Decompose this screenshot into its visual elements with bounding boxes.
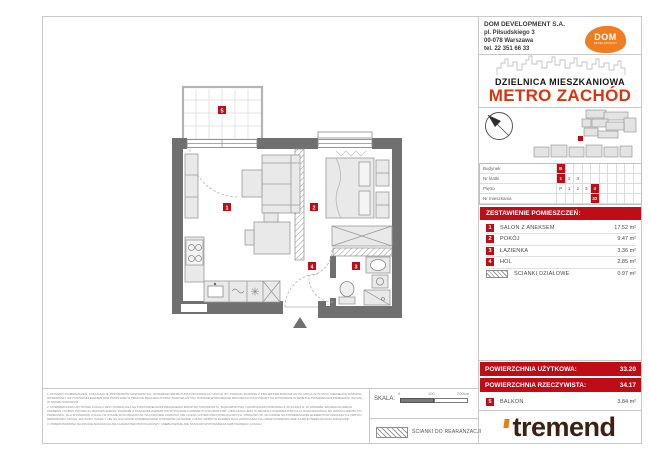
washing-machine <box>372 275 388 288</box>
label-lazienka <box>352 262 360 270</box>
row-label-mieszkanie: Nr mieszkania <box>480 194 556 204</box>
label-balkon <box>218 106 226 114</box>
scale-tick-100: 100 <box>428 391 435 396</box>
label-pokoj <box>310 203 318 211</box>
label-salon <box>223 203 231 211</box>
location-marker <box>578 136 583 141</box>
row-label-klatka: Nr klatki <box>480 174 556 184</box>
svg-text:5: 5 <box>220 108 224 115</box>
label-hol <box>308 262 316 270</box>
cell-budynek: B <box>556 164 565 174</box>
actual-area-label: POWIERZCHNIA RZECZYWISTA: <box>485 381 587 389</box>
room-number: 4 <box>486 258 494 266</box>
cell-klatka-1: 1 <box>556 174 565 184</box>
room-row-partitions <box>486 268 636 279</box>
company-address <box>484 21 565 53</box>
usable-area-bar <box>480 362 641 376</box>
balcony-door <box>187 140 257 148</box>
bedroom-window <box>318 132 372 156</box>
room-row-lazienka <box>486 245 636 257</box>
curtain-mark <box>336 151 366 156</box>
cell-pietro-4: 4 <box>590 184 599 194</box>
actual-area-bar <box>480 378 641 392</box>
room-name: HOL <box>500 259 512 265</box>
company-city: 00-078 Warszawa <box>484 38 534 44</box>
room-area: 0.97 m² <box>617 270 636 277</box>
skyline-graphic <box>497 56 625 75</box>
room-number: 3 <box>486 247 494 255</box>
nightstands <box>376 160 389 218</box>
site-plan-lower <box>534 145 632 157</box>
usable-area-value: 33.20 <box>619 365 636 373</box>
room-row-pokoj <box>486 234 636 246</box>
rearrangeable-walls-label: ŚCIANKI DO REARANŻACJI <box>412 429 482 435</box>
dining-table <box>245 213 290 254</box>
svg-text:3: 3 <box>354 264 358 271</box>
entrance-arrow-icon <box>293 317 307 328</box>
room-area: 3.84 m² <box>617 398 636 405</box>
row-label-pietro: Piętro <box>480 184 556 194</box>
room-number: 2 <box>486 235 494 243</box>
svg-text:4: 4 <box>310 264 314 271</box>
room-name: POKÓJ <box>500 236 520 242</box>
tremend-wordmark: tremend <box>512 412 616 442</box>
disclaimer-text <box>47 392 363 427</box>
actual-area-value: 34.17 <box>619 381 636 389</box>
location-table: Budynek B Nr klatki 1 2 3 Piętro P 1 2 3 4 Nr mieszkania 32 <box>479 163 642 205</box>
scale-label: SKALA: <box>374 396 396 402</box>
row-label-budynek: Budynek <box>480 164 556 174</box>
dom-development-logo <box>585 26 626 53</box>
room-row-hol <box>486 257 636 269</box>
room-row-salon <box>486 222 636 234</box>
rooms-title: ZESTAWIENIE POMIESZCZEŃ: <box>480 207 641 220</box>
company-name: DOM DEVELOPMENT S.A. <box>484 21 565 28</box>
sofa <box>262 155 300 213</box>
rearrangeable-walls-swatch-icon <box>376 427 408 438</box>
site-plan-upper <box>582 110 636 138</box>
room-number: 5 <box>486 398 494 406</box>
room-name: SALON Z ANEKSEM <box>500 224 555 231</box>
dom-logo-text: DOM <box>594 32 617 42</box>
room-area: 3.36 m² <box>617 247 636 254</box>
balcony <box>183 87 262 142</box>
room-name: ŁAZIENKA <box>500 247 529 254</box>
cell-mieszkanie-32: 32 <box>590 194 599 204</box>
room-area: 17.52 m² <box>614 224 636 231</box>
compass-icon <box>486 113 513 140</box>
usable-area-label: POWIERZCHNIA UŻYTKOWA: <box>485 365 577 373</box>
toilet <box>340 282 354 297</box>
wardrobe-salon <box>185 154 198 218</box>
project-district: DZIELNICA MIESZKANIOWA <box>495 77 625 87</box>
scale-bar-filled <box>400 398 434 403</box>
company-phone: tel. 22 351 66 33 <box>484 46 530 52</box>
svg-text:2: 2 <box>312 205 316 212</box>
balcony-row <box>486 396 636 407</box>
hatch-swatch-icon <box>486 270 508 278</box>
room-name: BALKON <box>500 398 524 405</box>
company-street: pl. Piłsudskiego 3 <box>484 30 535 36</box>
bed <box>326 158 374 218</box>
room-name: ŚCIANKI DZIAŁOWE <box>514 270 570 277</box>
tremend-logo-mark-icon <box>504 419 510 428</box>
room-area: 2.85 m² <box>617 259 636 265</box>
scale-bar-empty <box>434 398 468 403</box>
disclaimer-3: 3. PRZEDSTAWIONA NA RZUCIE ARANŻACJA MA CHARAKTER PRZYKŁADOWY. UMEBLOWANIE NIE STANOWI WYPOSAŻENIA NABYWANEGO LOKALU. <box>47 422 263 426</box>
room-number: 1 <box>486 224 494 232</box>
tremend-logo <box>478 413 642 443</box>
disclaimer-1: 1. WYMIARY POMIESZCZEŃ, LOKALIZACJE PRZYBORÓW SANITARNYCH, ROZMIESZCZENIE PUNKTÓW INSTALACYJNYCH ITP. PODANO ZGODNIE Z PROJEKTEM BUDOWLANYM. MOGĄ WYSTĄPIĆ NIEWIELKIE RÓŻNICE WYMIARÓW I USYTUOWANIA ELEMENTÓW POWSTAŁE W TRAKCIE REALIZACJI PRAC BUDOWLANYCH. PODANE W PROJEKCIE BUDOWLANYM WYMIARY SĄ WYMIARAMI W ŚWIETLE POWIERZCHNI PRZEGRÓD (ŚCIAN) W STANIE SUROWYM. <box>47 392 363 404</box>
svg-text:1: 1 <box>225 205 229 212</box>
dom-logo-subtext: DEVELOPMENT <box>593 42 618 45</box>
bathroom-fixtures <box>339 257 390 305</box>
wardrobe-bedroom <box>332 226 392 246</box>
scale-tick-0: 0 <box>398 391 401 396</box>
scale-tick-200: 200cm <box>457 391 470 396</box>
furniture <box>185 154 392 305</box>
coffee-table <box>242 170 262 197</box>
disclaimer-2: 2. POWIERZCHNIA UŻYTKOWA LOKALU JEST OKREŚLONA NA PODSTAWIE ROZPORZĄDZENIA MINISTRA TRANSPORTU, BUDOWNICTWA I GOSPODARKI MORSKIEJ Z 25.04.2012 R. W SPRAWIE SZCZEGÓŁOWEGO ZAKRESU I FORMY PROJEKTU BUDOWLANEGO, ZGODNIE Z ZASADAMI ZAWARTYMI W POLSKIEJ NORMIE PN-ISO 9836:1997. OBLICZANA JEST W METRACH KWADRATOWYCH Z DOKŁADNOŚCIĄ DO DWÓCH MIEJSC PO PRZECINKU, DLA WYMIARÓW LOKALU W STANIE WYKOŃCZONYM, NA POZIOMIE PODŁOGI, NIE LICZĄC LISTEW PRZYPODŁOGOWYCH, PROGÓW ITP. WLICZONE SĄ POWIERZCHNIE ELEMENTÓW NADAJĄCYCH SIĘ DO DEMONTAŻU TAKICH JAK RURY, KANAŁY. NIE SĄ WLICZONE POWIERZCHNIE OTWORÓW NA DRZWI I OKNA, WNĘKI W ELEMENTACH ZAMYKAJĄCYCH ORAZ POWIERZCHNIE ZAJĘTE PRZEZ ŚCIANKI DZIAŁOWE. <box>47 405 362 421</box>
project-name: METRO ZACHÓD <box>488 86 632 105</box>
room-area: 9.47 m² <box>617 236 636 242</box>
